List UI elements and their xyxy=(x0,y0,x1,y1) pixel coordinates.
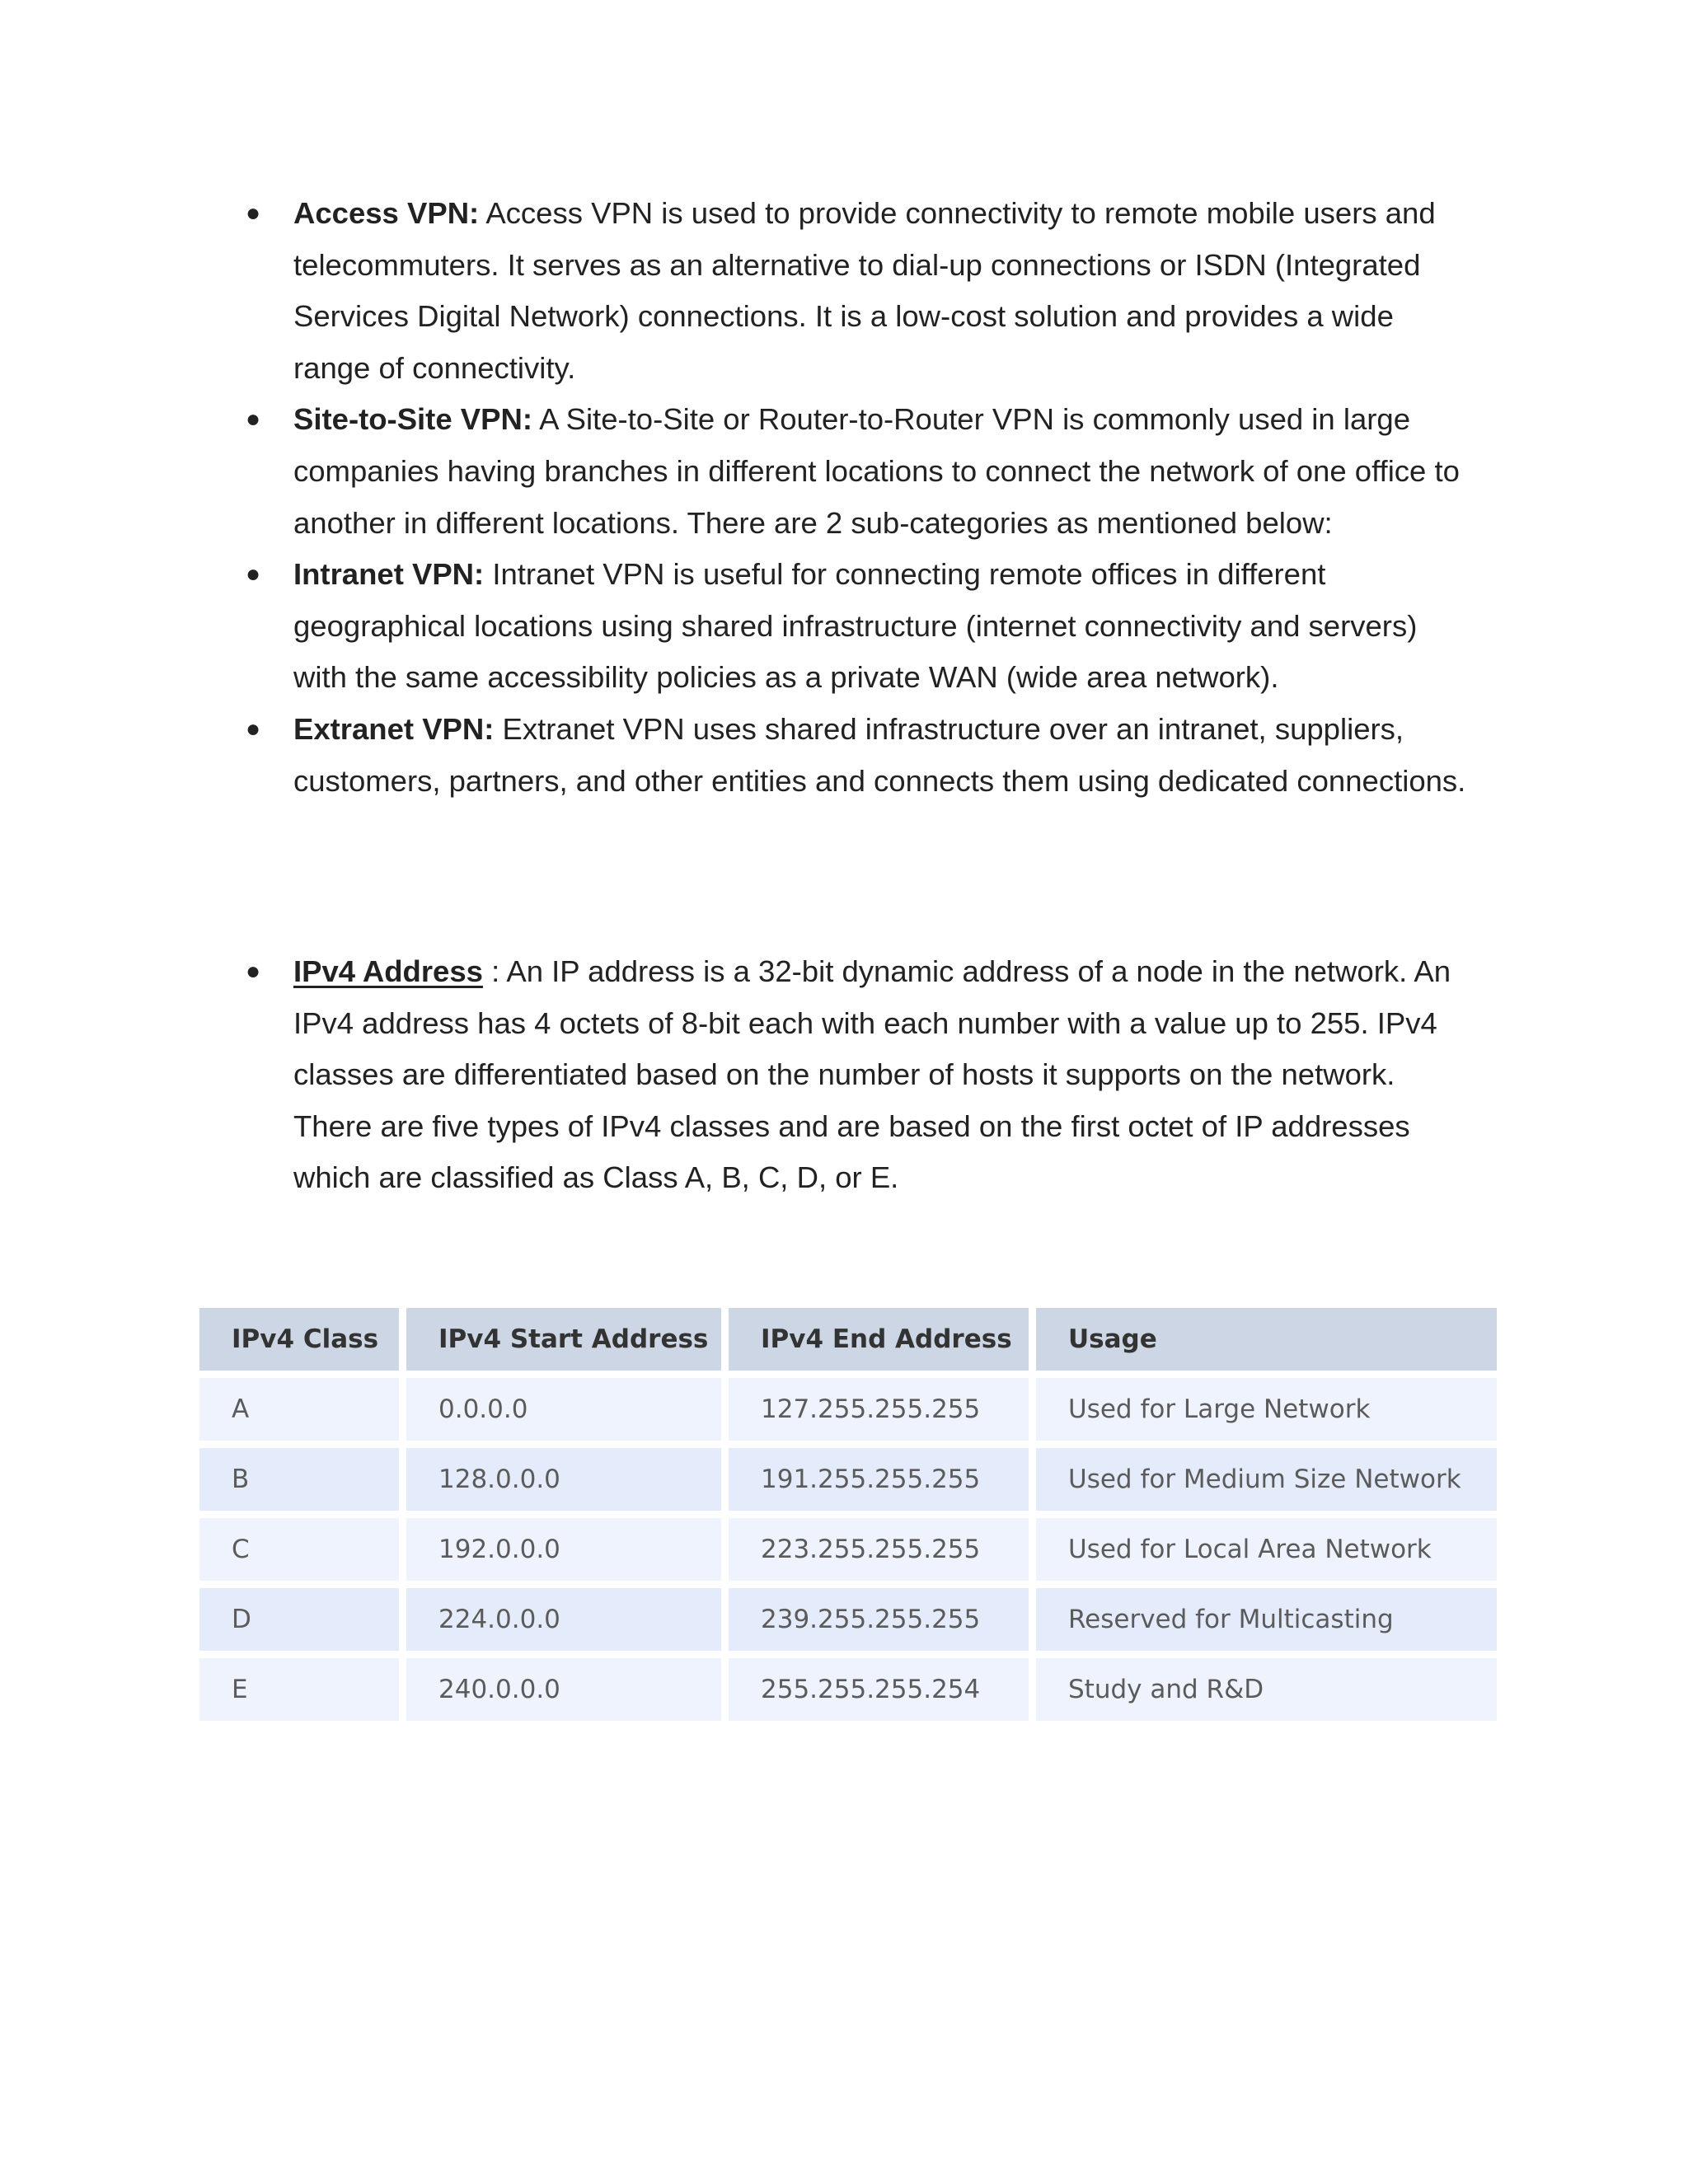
cell-usage: Used for Large Network xyxy=(1036,1378,1497,1448)
cell-start-address: 128.0.0.0 xyxy=(406,1448,721,1518)
cell-end-address: 255.255.255.254 xyxy=(729,1658,1029,1721)
bullet-icon: ● xyxy=(246,405,261,434)
cell-usage: Used for Medium Size Network xyxy=(1036,1448,1497,1518)
header-ipv4-class: IPv4 Class xyxy=(199,1308,399,1378)
table-row xyxy=(199,1378,1497,1448)
term-label: Extranet VPN: xyxy=(293,711,495,746)
ipv4-class-table xyxy=(199,1308,1497,1721)
term-description: Intranet VPN is useful for connecting remote offices in different geographical locations using shared infrastructure (internet connectivity and servers) with the same accessibility policies as a private WAN (wide area network). xyxy=(293,557,1418,695)
cell-end-address: 191.255.255.255 xyxy=(729,1448,1029,1518)
ipv4-list xyxy=(0,946,1688,1204)
cell-class: E xyxy=(199,1658,399,1721)
cell-class: C xyxy=(199,1518,399,1588)
term-label: Access VPN: xyxy=(293,196,480,230)
bullet-icon: ● xyxy=(246,715,261,743)
cell-class: A xyxy=(199,1378,399,1448)
bullet-icon: ● xyxy=(246,199,261,227)
cell-usage: Reserved for Multicasting xyxy=(1036,1588,1497,1658)
cell-usage: Study and R&D xyxy=(1036,1658,1497,1721)
term-description: : An IP address is a 32-bit dynamic address of a node in the network. An IPv4 address has 4 octets of 8-bit each with each number with a value up to 255. IPv4 classes are differentiated based on the number of hosts it supports on the network. There are five types of IPv4 classes and are based on the first octet of IP addresses which are classified as Class A, B, C, D, or E. xyxy=(293,954,1451,1195)
header-end-address: IPv4 End Address xyxy=(729,1308,1029,1378)
term-label: IPv4 Address xyxy=(293,954,483,988)
cell-start-address: 0.0.0.0 xyxy=(406,1378,721,1448)
header-usage: Usage xyxy=(1036,1308,1497,1378)
vpn-types-list xyxy=(0,188,1688,807)
list-item-intranet-vpn xyxy=(246,549,1472,704)
list-item-extranet-vpn xyxy=(246,704,1472,807)
cell-end-address: 127.255.255.255 xyxy=(729,1378,1029,1448)
bullet-icon: ● xyxy=(246,560,261,588)
table-row xyxy=(199,1448,1497,1518)
bullet-icon: ● xyxy=(246,958,261,985)
term-description: Extranet VPN uses shared infrastructure over an intranet, suppliers, customers, partners, and other entities and connects them using dedicated connections. xyxy=(293,711,1466,798)
table xyxy=(192,1308,1504,1721)
cell-class: B xyxy=(199,1448,399,1518)
cell-start-address: 192.0.0.0 xyxy=(406,1518,721,1588)
term-description: Access VPN is used to provide connectivity to remote mobile users and telecommuters. It serves as an alternative to dial-up connections or ISDN (Integrated Services Digital Network) connections. It is a low-cost solution and provides a wide range of connectivity. xyxy=(293,196,1436,385)
cell-start-address: 240.0.0.0 xyxy=(406,1658,721,1721)
term-description: A Site-to-Site or Router-to-Router VPN is commonly used in large companies having branches in different locations to connect the network of one office to another in different locations. There are 2 sub-categories as mentioned below: xyxy=(293,402,1460,540)
table-row xyxy=(199,1658,1497,1721)
list-item-access-vpn xyxy=(246,188,1472,394)
cell-end-address: 223.255.255.255 xyxy=(729,1518,1029,1588)
term-label: Site-to-Site VPN: xyxy=(293,402,532,437)
table-row xyxy=(199,1588,1497,1658)
list-item-site-to-site-vpn xyxy=(246,394,1472,549)
cell-class: D xyxy=(199,1588,399,1658)
table-header-row xyxy=(199,1308,1497,1378)
term-label: Intranet VPN: xyxy=(293,557,485,592)
header-start-address: IPv4 Start Address xyxy=(406,1308,721,1378)
cell-usage: Used for Local Area Network xyxy=(1036,1518,1497,1588)
cell-end-address: 239.255.255.255 xyxy=(729,1588,1029,1658)
list-item-ipv4-address xyxy=(246,946,1472,1204)
table-row xyxy=(199,1518,1497,1588)
cell-start-address: 224.0.0.0 xyxy=(406,1588,721,1658)
